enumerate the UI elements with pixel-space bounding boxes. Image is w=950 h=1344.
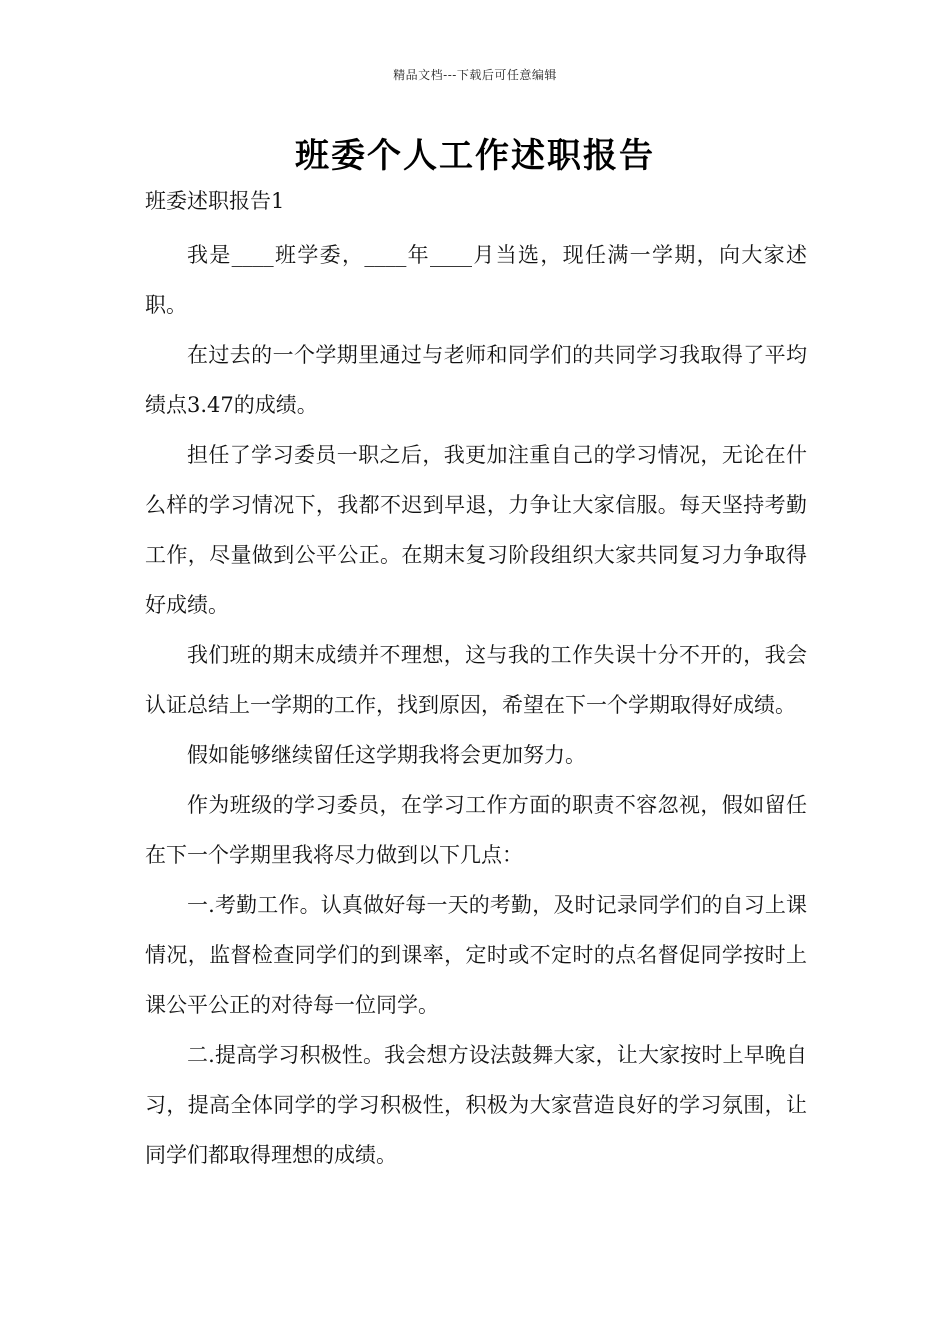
paragraph-1: 我是____班学委，____年____月当选，现任满一学期，向大家述职。 [145,243,807,317]
section-subheading: 班委述职报告1 [145,189,285,213]
document-title: 班委个人工作述职报告 [295,136,655,176]
paragraph-4: 我们班的期末成绩并不理想，这与我的工作失误十分不开的，我会认证总结上一学期的工作，找到原因，希望在下一个学期取得好成绩。 [145,643,807,717]
paragraph-6: 作为班级的学习委员，在学习工作方面的职责不容忽视，假如留任在下一个学期里我将尽力做到以下几点： [145,793,807,867]
document-body [145,180,807,1180]
paragraph-8: 二.提高学习积极性。我会想方设法鼓舞大家，让大家按时上早晚自习，提高全体同学的学习积极性，积极为大家营造良好的学习氛围，让同学们都取得理想的成绩。 [145,1043,807,1167]
header-note: 精品文档---下载后可任意编辑 [393,68,557,82]
paragraph-3: 担任了学习委员一职之后，我更加注重自己的学习情况，无论在什么样的学习情况下，我都不迟到早退，力争让大家信服。每天坚持考勤工作，尽量做到公平公正。在期末复习阶段组织大家共同复习力争取得好成绩。 [145,443,807,617]
paragraph-2: 在过去的一个学期里通过与老师和同学们的共同学习我取得了平均绩点3.47的成绩。 [145,343,807,417]
paragraph-5: 假如能够继续留任这学期我将会更加努力。 [187,743,586,767]
paragraph-7: 一.考勤工作。认真做好每一天的考勤，及时记录同学们的自习上课情况，监督检查同学们的到课率，定时或不定时的点名督促同学按时上课公平公正的对待每一位同学。 [145,893,807,1017]
